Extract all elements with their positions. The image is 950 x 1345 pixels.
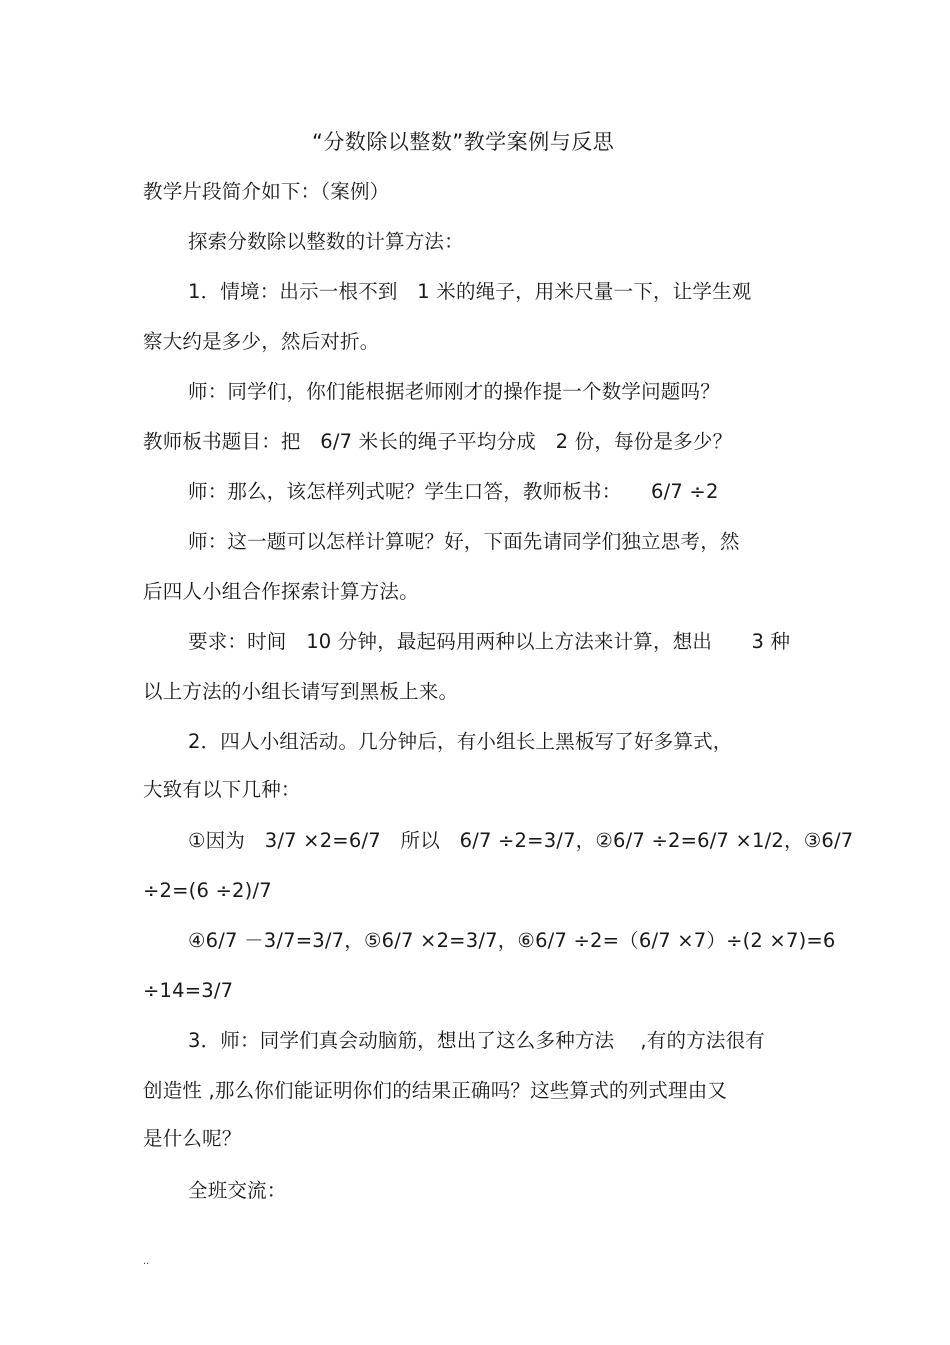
paragraph-line: 教学片段简介如下：（案例） [143,180,390,203]
paragraph-line: 创造性 ,那么你们能证明你们的结果正确吗？这些算式的列式理由又 [143,1079,728,1102]
formula-line: ①因为 3/7 ×2=6/7 所以 6/7 ÷2=3/7，②6/7 ÷2=6/7 ×1/2，③6/7 [188,829,854,852]
paragraph-line: 师：那么，该怎样列式呢？学生口答，教师板书： 6/7 ÷2 [188,480,719,503]
paragraph-line: 后四人小组合作探索计算方法。 [143,580,419,603]
footer-mark: .. [143,1256,150,1267]
paragraph-line: 以上方法的小组长请写到黑板上来。 [143,680,459,703]
paragraph-line: 是什么呢？ [143,1127,242,1150]
paragraph-line: 师：同学们，你们能根据老师刚才的操作提一个数学问题吗？ [188,380,720,403]
paragraph-line: 3．师：同学们真会动脑筋，想出了这么多种方法 ,有的方法很有 [188,1029,766,1052]
formula-line: ④6/7 －3/7=3/7，⑤6/7 ×2=3/7，⑥6/7 ÷2=（6/7 ×7）÷(2 ×7)=6 [188,929,836,952]
paragraph-line: 探索分数除以整数的计算方法： [188,230,464,253]
paragraph-line: 教师板书题目：把 6/7 米长的绳子平均分成 2 份，每份是多少？ [143,430,733,453]
formula-line: ÷14=3/7 [143,979,234,1002]
document-title: “分数除以整数”教学案例与反思 [312,130,615,154]
paragraph-line: 察大约是多少，然后对折。 [143,330,380,353]
formula-line: ÷2=(6 ÷2)/7 [143,879,272,902]
paragraph-line: 大致有以下几种： [143,778,301,801]
paragraph-line: 1．情境：出示一根不到 1 米的绳子，用米尺量一下，让学生观 [188,280,752,303]
paragraph-line: 全班交流： [188,1179,287,1202]
paragraph-line: 要求：时间 10 分钟，最起码用两种以上方法来计算，想出 3 种 [188,630,791,653]
paragraph-line: 2．四人小组活动。几分钟后，有小组长上黑板写了好多算式， [188,730,733,753]
paragraph-line: 师：这一题可以怎样计算呢？好，下面先请同学们独立思考，然 [188,530,740,553]
